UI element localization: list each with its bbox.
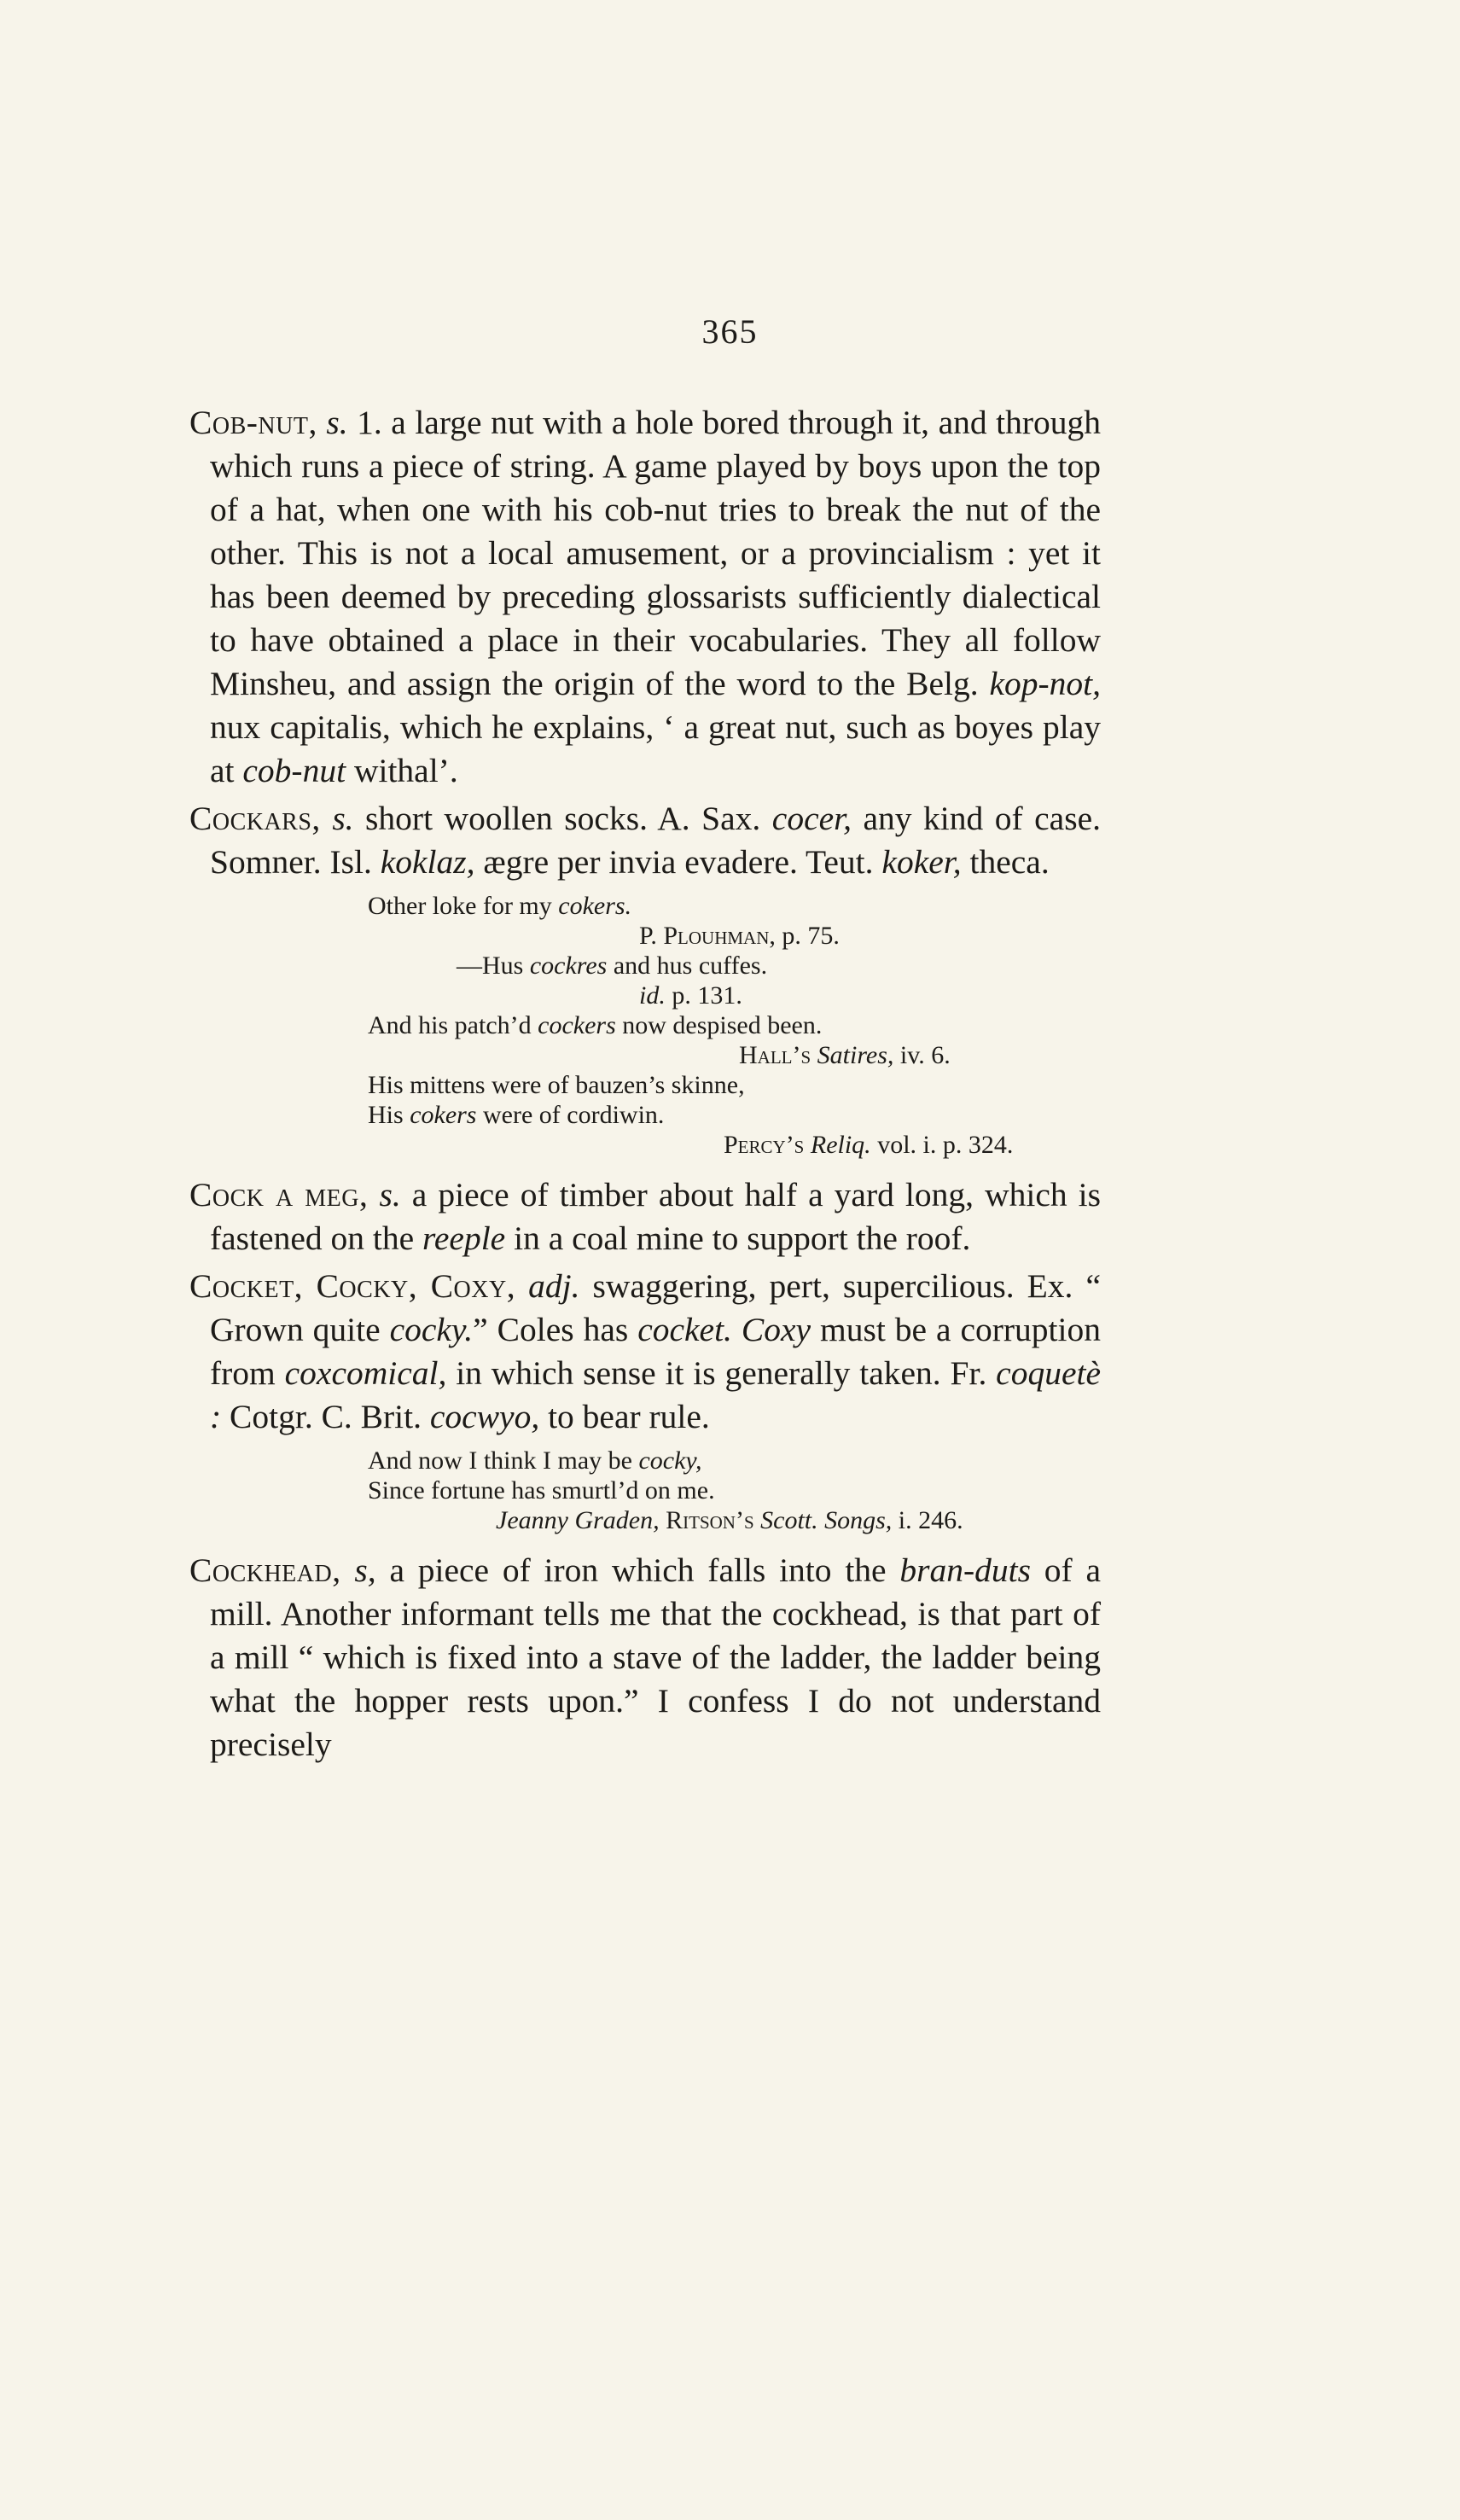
entry-text: koker, [881,843,962,881]
entry-text: any kind of case. Somner. Isl. [210,800,1101,881]
quotation-text: now despised been. [615,1011,823,1039]
glossary-entry [189,1265,1101,1439]
entry-text: in a coal mine to support the roof. [505,1219,971,1257]
entry-text: cocket. [637,1311,732,1348]
entry-headword: Cockars, [189,800,321,837]
source-text: Satires, [817,1041,894,1069]
entry-text: nux capitalis, which he explains, ‘ a great nut, such as boyes play at [210,708,1101,789]
entry-headword: Cockhead, [189,1551,341,1589]
entry-text: ægre per invia evadere. Teut. [474,843,882,881]
source-text [811,1041,817,1069]
entry-text: withal’. [346,752,458,789]
quotation-line [368,1100,1100,1130]
page-number: 365 [701,312,759,351]
entry-text: cocky. [389,1311,474,1348]
entry-text: theca. [961,843,1050,881]
entry-text: a piece of iron which falls into the [375,1551,900,1589]
source-text: id. [639,981,666,1010]
quotation-text: were of cordiwin. [476,1101,665,1129]
entry-text: coxcomical, [284,1354,447,1392]
entry-text [321,800,333,837]
entry-headword: Cocket, Cocky, Coxy, [189,1267,516,1305]
glossary-entry [189,1173,1101,1260]
glossary-entries [189,401,1101,1771]
source-text: P. [639,922,664,950]
quotation-text: —Hus [457,952,530,980]
quotation-line [368,891,1100,921]
quotation-text: cockres [529,952,608,980]
source-text: Ritson’s [666,1506,754,1534]
glossary-entry [189,797,1101,884]
quotation-line [368,1446,1100,1475]
entry-text: cob-nut [242,752,346,789]
entry-text: reeple [422,1219,506,1257]
entry-text: coquetè : [210,1354,1101,1435]
source-text: iv. 6. [893,1041,951,1069]
quotation-text: cokers. [558,892,632,920]
source-text: p. 75. [775,922,840,950]
entry-text: adj. [528,1267,580,1305]
source-text [754,1506,761,1534]
entry-text: ” Coles has [473,1311,638,1348]
quotation-block [368,1446,1100,1535]
entry-text: Coxy [741,1311,811,1348]
quotation-text: And his patch’d [368,1011,538,1039]
glossary-entry [189,401,1101,793]
entry-text: kop-not, [989,665,1101,702]
quotation-text: and hus cuffes. [607,952,768,980]
glossary-entry [189,1549,1101,1766]
source-text: vol. i. p. 324. [870,1131,1014,1159]
quotation-text: cockers [538,1011,616,1039]
entry-text: bran-duts [899,1551,1031,1589]
entry-text: s. [326,404,348,441]
entry-text [317,404,327,441]
entry-text: swaggering, pert, supercilious. Ex. “ Grown quite [210,1267,1101,1348]
entry-text: in which sense it is generally taken. Fr. [446,1354,997,1392]
source-text [660,1506,666,1534]
entry-text: s, [354,1551,376,1589]
quotation-source [368,1040,1100,1070]
source-text: Percy’s [724,1131,805,1159]
source-text: Reliq. [810,1131,871,1159]
quotation-source [368,1505,1100,1535]
quotation-line [368,951,1100,981]
entry-text: short woollen socks. A. Sax. [353,800,772,837]
entry-text [341,1551,355,1589]
source-text: Scott. Songs, [760,1506,893,1534]
source-text: Jeanny Graden, [496,1506,660,1534]
quotation-source [368,1130,1100,1160]
entry-text: cocer, [771,800,852,837]
entry-text: koklaz, [380,843,475,881]
quotation-text: Since fortune has smurtl’d on me. [368,1476,715,1504]
entry-text: Cotgr. C. Brit. [221,1398,430,1435]
quotation-line [368,1070,1100,1100]
entry-text: 1. a large nut with a hole bored through it, and through which runs a piece of string. A game played by boys upon the top of a hat, when one with his cob-nut tries to break the nut of the other. This is not a local amusement, or a provincialism : yet it has been deemed by preceding glossarists sufficiently dialectical to have obtained a place in their vocabularies. They all follow Minsheu, and assign the origin of the word to the Belg. [210,404,1102,702]
quotation-text: And now I think I may be [368,1446,639,1475]
entry-text: must be a corruption from [210,1311,1102,1392]
entry-text: to bear rule. [539,1398,710,1435]
quotation-text: His [368,1101,410,1129]
entry-text: a piece of timber about half a yard long, which is fastened on the [210,1176,1102,1257]
source-text: p. 131. [665,981,742,1010]
source-text [804,1131,811,1159]
entry-text: cocwyo, [429,1398,540,1435]
entry-text [515,1267,528,1305]
entry-headword: Cock a meg, [189,1176,369,1213]
source-text: i. 246. [892,1506,963,1534]
entry-headword: Cob-nut, [189,404,317,441]
source-text: Hall’s [739,1041,811,1069]
quotation-text: His mittens were of bauzen’s skinne, [368,1071,745,1099]
entry-text [732,1311,742,1348]
entry-text: s. [379,1176,401,1213]
source-text: Plouhman, [663,922,776,950]
quotation-source [368,981,1100,1010]
quotation-text: cokers [410,1101,477,1129]
entry-text: s. [332,800,354,837]
quotation-text: cocky, [638,1446,702,1475]
quotation-line [368,1010,1100,1040]
quotation-line [368,1475,1100,1505]
quotation-text: Other loke for my [368,892,559,920]
quotation-block [368,891,1100,1160]
quotation-source [368,921,1100,951]
entry-text: of a mill. Another informant tells me that the cockhead, is that part of a mill “ which is fixed into a stave of the ladder, the ladder being what the hopper rests upon.” I confess I do not understand precisely [210,1551,1102,1763]
entry-text [368,1176,379,1213]
